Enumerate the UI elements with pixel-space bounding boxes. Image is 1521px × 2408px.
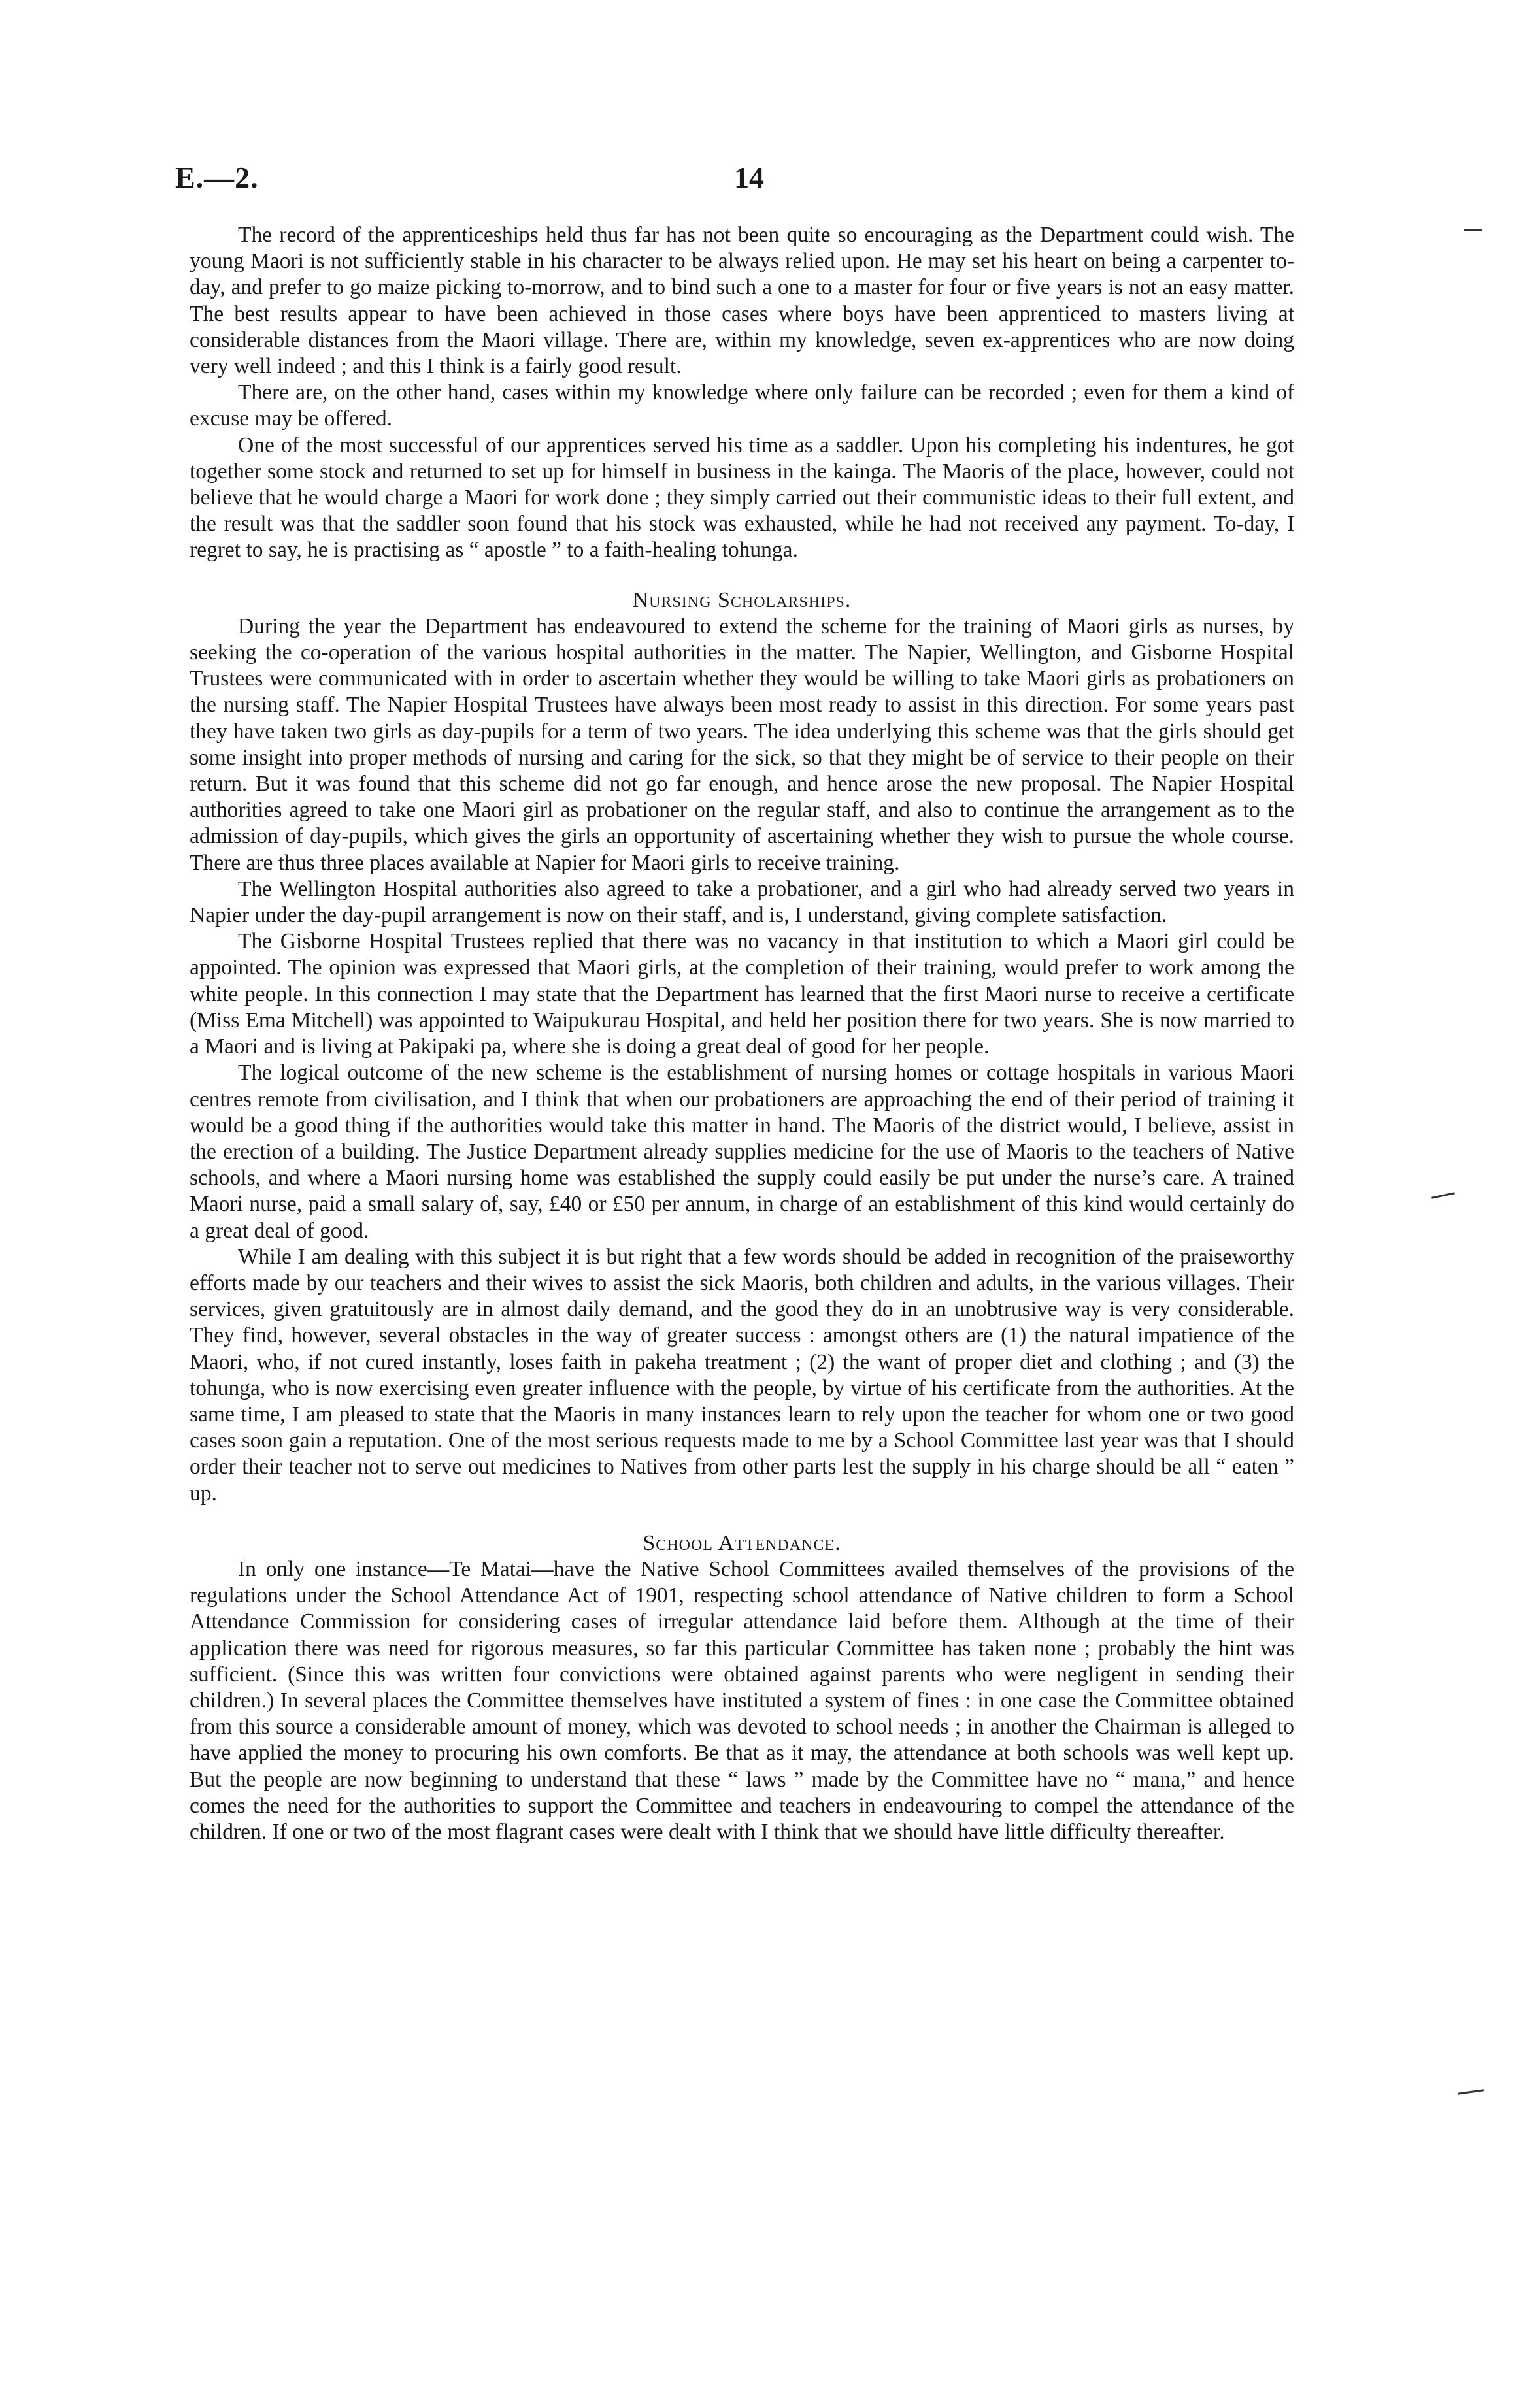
paragraph-saddler: One of the most successful of our apprentices served his time as a saddler. Upon his completing his indentures, he got together some stock and returned to set up for himself in business in the kainga. The Maoris of the place, however, could not believe that he would charge a Maori for work done ; they simply carried out their communistic ideas to their full extent, and the result was that the saddler soon found that his stock was exhausted, while he had not received any payment. To-day, I regret to say, he is practising as “ apostle ” to a faith-healing tohunga. bbox=[190, 433, 1294, 563]
margin-mark bbox=[1464, 229, 1482, 231]
paragraph-nursing-scheme: During the year the Department has endeavoured to extend the scheme for the training of Maori girls as nurses, by seeking the co-operation of the various hospital authorities in the matter. The Napier, Wellington, and Gisborne Hospital Trustees were communicated with in order to ascertain whether they would be willing to take Maori girls as probationers on the nursing staff. The Napier Hospital Trustees have always been most ready to assist in this direction. For some years past they have taken two girls as day-pupils for a term of two years. The idea underlying this scheme was that the girls should get some insight into proper methods of nursing and caring for the sick, so that they might be of service to their people on their return. But it was found that this scheme did not go far enough, and hence arose the new proposal. The Napier Hospital authorities agreed to take one Maori girl as probationer on the regular staff, and also to continue the arrangement as to the admission of day-pupils, which gives the girls an opportunity of ascertaining whether they wish to pursue the whole course. There are thus three places available at Napier for Maori girls to receive training. bbox=[190, 614, 1294, 875]
paragraph-gisborne-hospital: The Gisborne Hospital Trustees replied that there was no vacancy in that institution to which a Maori girl could be appointed. The opinion was expressed that Maori girls, at the completion of their training, would prefer to work among the white people. In this connection I may state that the Department has learned that the first Maori nurse to receive a certificate (Miss Ema Mitchell) was appointed to Waipukurau Hospital, and held her position there for two years. She is now married to a Maori and is living at Pakipaki pa, where she is doing a great deal of good for her people. bbox=[190, 929, 1294, 1059]
section-heading-attendance: School Attendance. bbox=[643, 1530, 841, 1555]
paragraph-teachers-efforts: While I am dealing with this subject it is but right that a few words should be added in recognition of the praiseworthy efforts made by our teachers and their wives to assist the sick Maoris, both children and adults, in the various villages. Their services, given gratuitously are in almost daily demand, and the good they do in an unobtrusive way is very considerable. They find, however, several obstacles in the way of greater success : amongst others are (1) the natural impatience of the Maori, who, if not cured instantly, loses faith in pakeha treatment ; (2) the want of proper diet and clothing ; and (3) the tohunga, who is now exercising even greater influence with the people, by virtue of his certificate from the authorities. At the same time, I am pleased to state that the Maoris in many instances learn to rely upon the teacher for whom one or two good cases soon gain a reputation. One of the most serious requests made to me by a School Committee last year was that I should order their teacher not to serve out medicines to Natives from other parts lest the supply in his charge should be all “ eaten ” up. bbox=[190, 1244, 1294, 1506]
paragraph-failures: There are, on the other hand, cases within my knowledge where only failure can be recorded ; even for them a kind of excuse may be offered. bbox=[190, 380, 1294, 431]
page-header bbox=[175, 160, 1280, 206]
margin-mark bbox=[1458, 2089, 1484, 2095]
paragraph-school-attendance: In only one instance—Te Matai—have the Native School Committees availed themselves of the provisions of the regulations under the School Attendance Act of 1901, respecting school attendance of Native children to form a School Attendance Commission for considering cases of irregular attendance laid before them. Although at the time of their application there was need for rigorous measures, so far this particular Committee has taken none ; probably the hint was sufficient. (Since this was written four convictions were obtained against parents who were negligent in sending their children.) In several places the Committee themselves have instituted a system of fines : in one case the Committee obtained from this source a considerable amount of money, which was devoted to school needs ; in another the Chairman is alleged to have applied the money to procuring his own comforts. Be that as it may, the attendance at both schools was well kept up. But the people are now beginning to understand that these “ laws ” made by the Committee have no “ mana,” and hence comes the need for the authorities to support the Committee and teachers in endeavouring to compel the attendance of the children. If one or two of the most flagrant cases were dealt with I think that we should have little difficulty thereafter. bbox=[190, 1557, 1294, 1844]
paragraph-nursing-homes: The logical outcome of the new scheme is the establishment of nursing homes or cottage hospitals in various Maori centres remote from civilisation, and I think that when our probationers are approaching the end of their period of training it would be a good thing if the authorities would take this matter in hand. The Maoris of the district would, I believe, assist in the erection of a building. The Justice Department already supplies medicine for the use of Maoris to the teachers of Native schools, and where a Maori nursing home was established the supply could easily be put under the nurse’s care. A trained Maori nurse, paid a small salary of, say, £40 or £50 per annum, in charge of an establishment of this kind would certainly do a great deal of good. bbox=[190, 1061, 1294, 1243]
section-heading-nursing: Nursing Scholarships. bbox=[632, 587, 852, 612]
paragraph-wellington-hospital: The Wellington Hospital authorities also agreed to take a probationer, and a girl who had already served two years in Napier under the day-pupil arrangement is now on their staff, and is, I understand, giving complete satisfaction. bbox=[190, 876, 1294, 928]
paragraph-apprenticeships: The record of the apprenticeships held thus far has not been quite so encouraging as the Department could wish. The young Maori is not sufficiently stable in his character to be always relied upon. He may set his heart on being a carpenter to-day, and prefer to go maize picking to-morrow, and to bind such a one to a master for four or five years is not an easy matter. The best results appear to have been achieved in those cases where boys have been apprenticed to masters living at considerable distances from the Maori village. There are, within my knowledge, seven ex-apprentices who are now doing very well indeed ; and this I think is a fairly good result. bbox=[190, 223, 1294, 379]
page-body bbox=[190, 222, 1294, 1845]
page-number: 14 bbox=[734, 161, 764, 194]
document-reference: E.—2. bbox=[175, 161, 259, 194]
margin-mark bbox=[1431, 1192, 1455, 1198]
